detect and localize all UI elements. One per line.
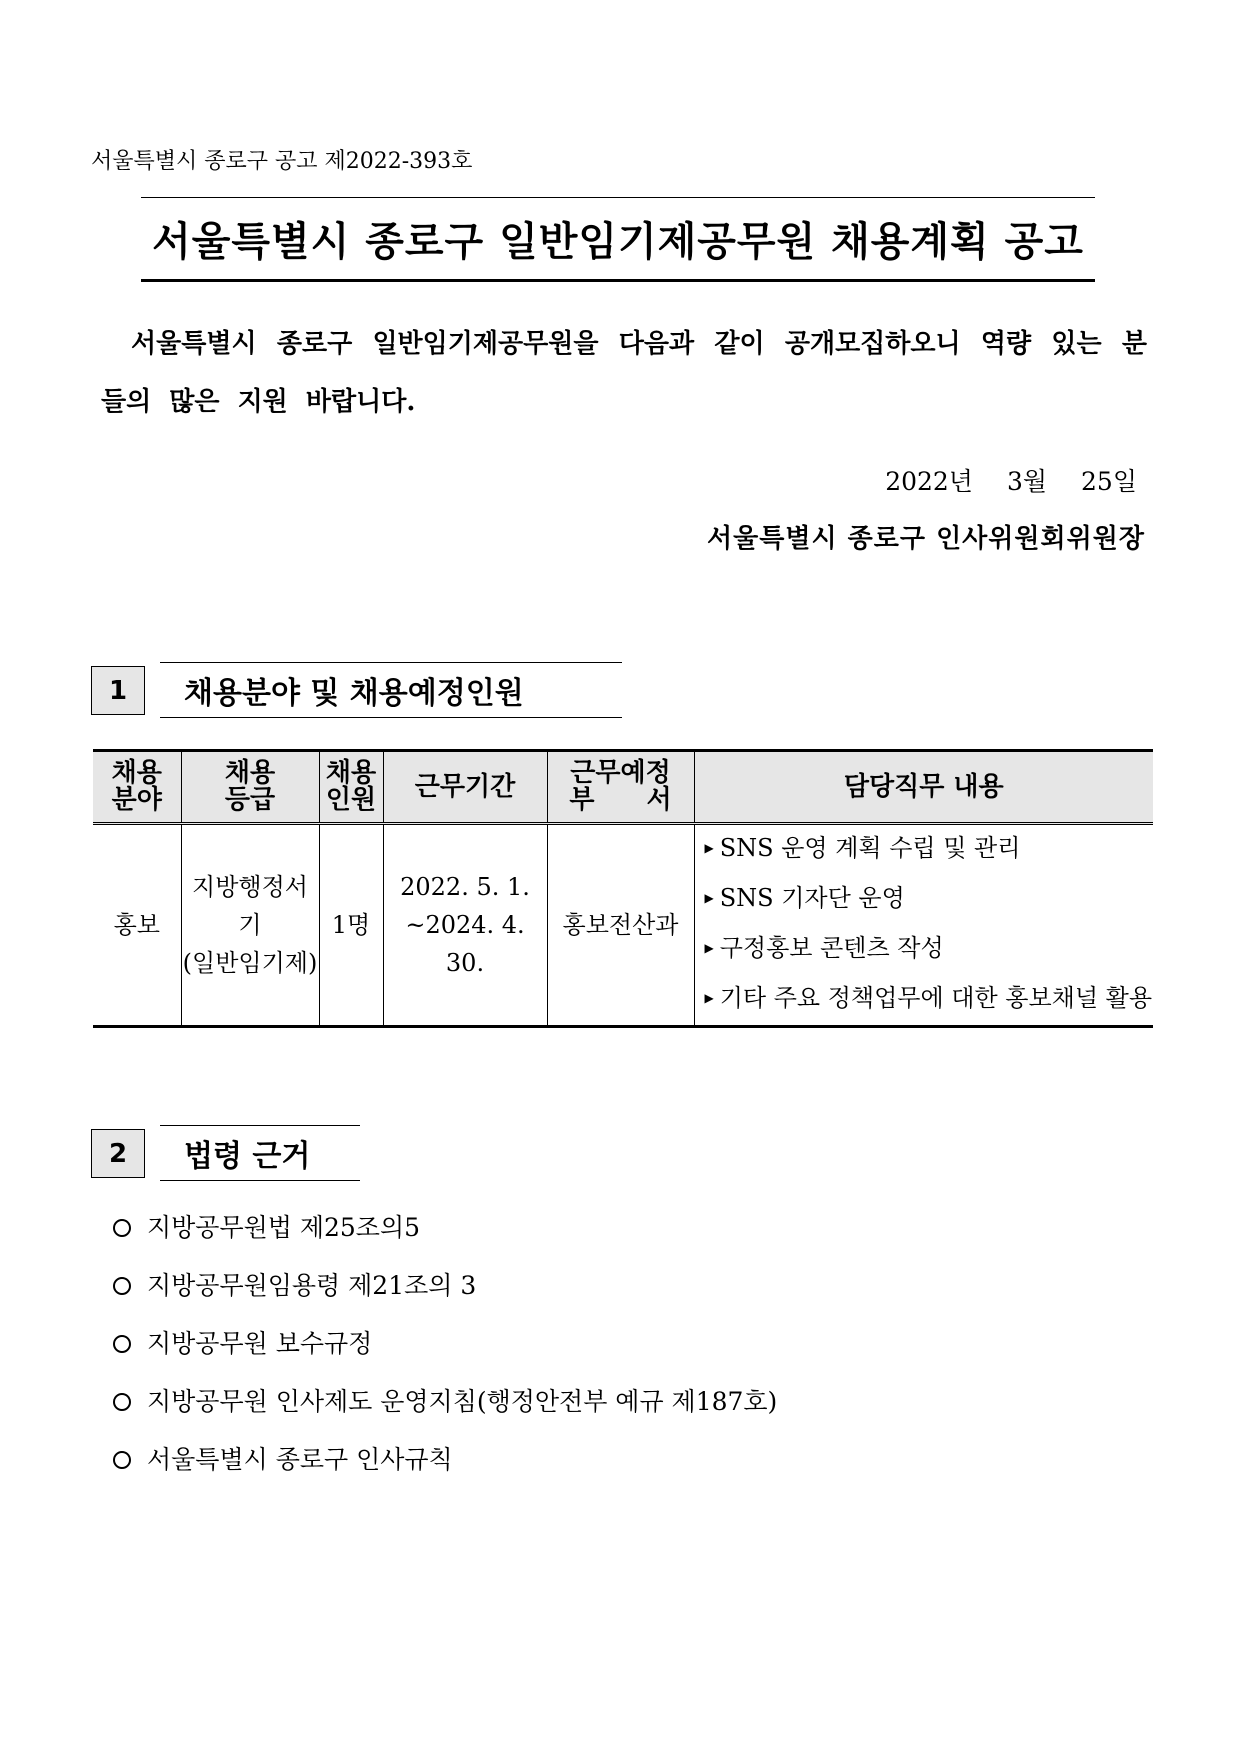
header-field: 채용 분야 bbox=[93, 751, 181, 824]
section-1-title: 채용분야 및 채용예정인원 bbox=[160, 662, 622, 718]
document-title: 서울특별시 종로구 일반임기제공무원 채용계획 공고 bbox=[152, 219, 1084, 265]
triangle-bullet-icon: ▶ bbox=[704, 841, 714, 855]
circle-bullet-icon bbox=[113, 1393, 131, 1411]
intro-paragraph: 서울특별시 종로구 일반임기제공무원을 다음과 같이 공개모집하오니 역량 있는 분들의 많은 지원 바랍니다. bbox=[101, 329, 1147, 417]
notice-number: 서울특별시 종로구 공고 제2022-393호 bbox=[91, 149, 473, 174]
triangle-bullet-icon: ▶ bbox=[704, 891, 714, 905]
triangle-bullet-icon: ▶ bbox=[704, 991, 714, 1005]
date-year: 2022년 bbox=[885, 467, 973, 496]
notice-date bbox=[885, 462, 1137, 498]
cell-period: 2022. 5. 1. ~2024. 4. 30. bbox=[383, 824, 547, 1027]
list-item: 지방공무원 보수규정 bbox=[113, 1329, 777, 1387]
legal-basis-list bbox=[113, 1213, 777, 1503]
header-department: 근무예정 부 서 bbox=[547, 751, 694, 824]
header-duties: 담당직무 내용 bbox=[694, 751, 1153, 824]
circle-bullet-icon bbox=[113, 1277, 131, 1295]
circle-bullet-icon bbox=[113, 1219, 131, 1237]
section-2-number: 2 bbox=[91, 1129, 145, 1178]
triangle-bullet-icon: ▶ bbox=[704, 941, 714, 955]
title-top-rule bbox=[141, 197, 1095, 198]
cell-count: 1명 bbox=[319, 824, 383, 1027]
list-item: 지방공무원임용령 제21조의 3 bbox=[113, 1271, 777, 1329]
duty-item: ▶ 기타 주요 정책업무에 대한 홍보채널 활용 bbox=[704, 984, 1153, 1012]
date-day: 25일 bbox=[1081, 467, 1137, 496]
table-header-row bbox=[93, 751, 1153, 824]
cell-department: 홍보전산과 bbox=[547, 824, 694, 1027]
date-month: 3월 bbox=[1006, 467, 1048, 496]
duty-item: ▶ SNS 기자단 운영 bbox=[704, 884, 905, 912]
list-item: 서울특별시 종로구 인사규칙 bbox=[113, 1445, 777, 1503]
circle-bullet-icon bbox=[113, 1451, 131, 1469]
signer: 서울특별시 종로구 인사위원회위원장 bbox=[707, 524, 1145, 554]
title-bottom-rule bbox=[141, 279, 1095, 282]
cell-duties bbox=[694, 824, 1153, 1027]
cell-grade: 지방행정서기 (일반임기제) bbox=[181, 824, 319, 1027]
table-row bbox=[93, 824, 1153, 1027]
list-item: 지방공무원법 제25조의5 bbox=[113, 1213, 777, 1271]
header-period: 근무기간 bbox=[383, 751, 547, 824]
header-count: 채용 인원 bbox=[319, 751, 383, 824]
cell-field: 홍보 bbox=[93, 824, 181, 1027]
circle-bullet-icon bbox=[113, 1335, 131, 1353]
section-1-number: 1 bbox=[91, 666, 145, 715]
list-item: 지방공무원 인사제도 운영지침(행정안전부 예규 제187호) bbox=[113, 1387, 777, 1445]
duty-item: ▶ 구정홍보 콘텐츠 작성 bbox=[704, 934, 944, 962]
section-2-title: 법령 근거 bbox=[160, 1125, 360, 1181]
duty-item: ▶ SNS 운영 계획 수립 및 관리 bbox=[704, 834, 1021, 862]
header-grade: 채용 등급 bbox=[181, 751, 319, 824]
recruitment-table bbox=[93, 749, 1153, 1028]
